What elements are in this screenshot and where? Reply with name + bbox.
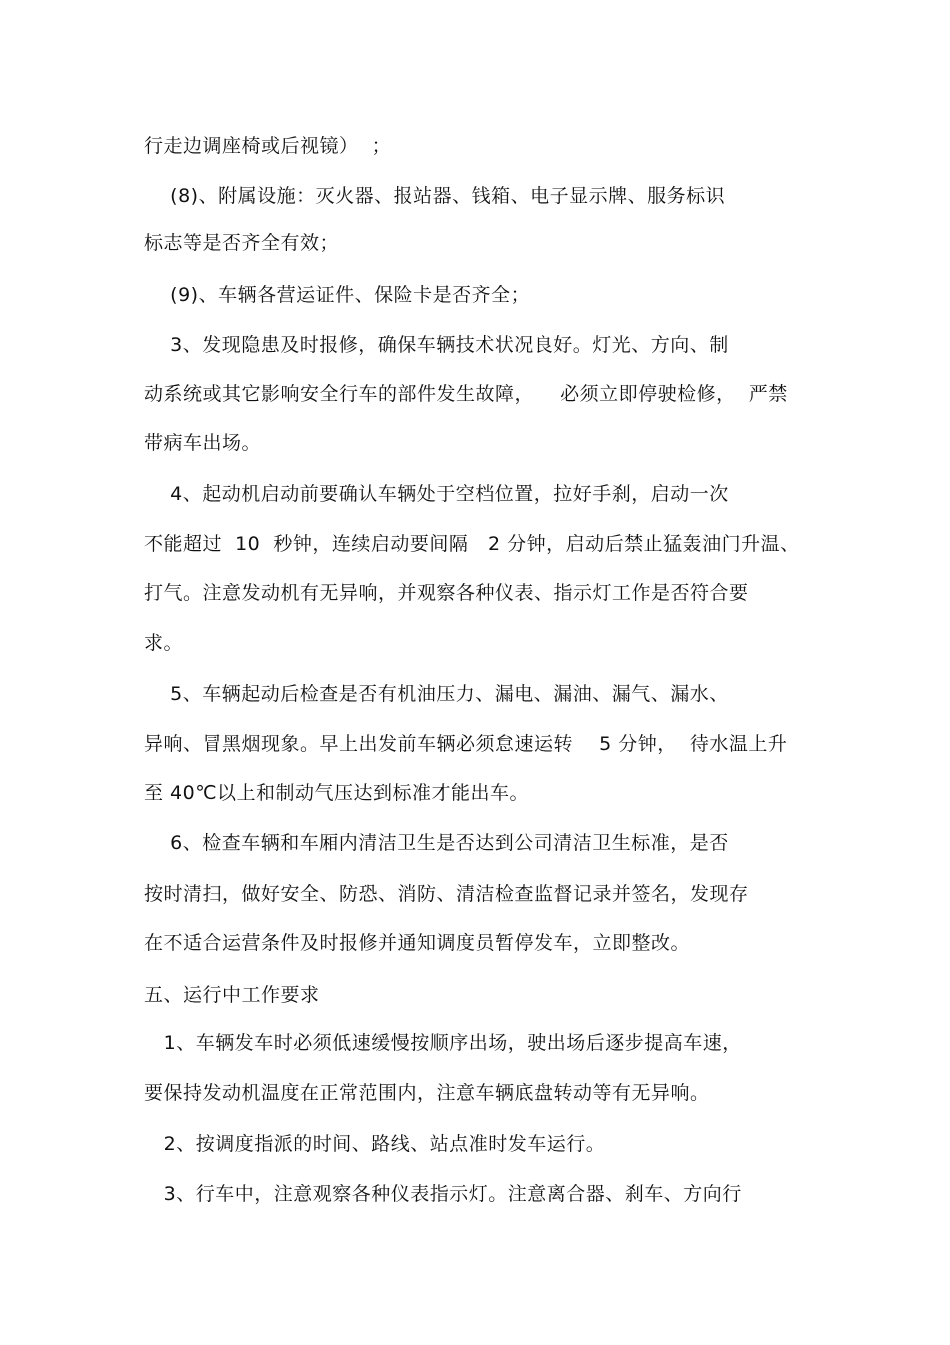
text-line: (8)、附属设施：灭火器、报站器、钱箱、电子显示牌、服务标识 <box>144 185 726 207</box>
text-line: 2、按调度指派的时间、路线、站点准时发车运行。 <box>144 1133 606 1155</box>
text-line: 要保持发动机温度在正常范围内，注意车辆底盘转动等有无异响。 <box>144 1082 710 1104</box>
text-line: 至 40℃以上和制动气压达到标准才能出车。 <box>144 782 530 804</box>
text-line: 标志等是否齐全有效； <box>144 232 340 254</box>
text-line: 动系统或其它影响安全行车的部件发生故障， 必须立即停驶检修， 严禁 <box>144 383 788 405</box>
text-line: 6、检查车辆和车厢内清洁卫生是否达到公司清洁卫生标准，是否 <box>144 832 729 854</box>
text-line: 打气。注意发动机有无异响，并观察各种仪表、指示灯工作是否符合要 <box>144 582 749 604</box>
text-line: 3、发现隐患及时报修，确保车辆技术状况良好。灯光、方向、制 <box>144 334 729 356</box>
text-line: 不能超过 10 秒钟，连续启动要间隔 2 分钟，启动后禁止猛轰油门升温、 <box>144 533 800 555</box>
text-line: 5、车辆起动后检查是否有机油压力、漏电、漏油、漏气、漏水、 <box>144 683 729 705</box>
text-line: 1、车辆发车时必须低速缓慢按顺序出场，驶出场后逐步提高车速， <box>144 1032 742 1054</box>
text-line: 在不适合运营条件及时报修并通知调度员暂停发车，立即整改。 <box>144 932 691 954</box>
section-heading: 五、运行中工作要求 <box>144 984 320 1006</box>
text-line: 3、行车中，注意观察各种仪表指示灯。注意离合器、刹车、方向行 <box>144 1183 742 1205</box>
text-line: 求。 <box>144 632 184 654</box>
text-line: 4、起动机启动前要确认车辆处于空档位置，拉好手刹，启动一次 <box>144 483 729 505</box>
text-line: 行走边调座椅或后视镜） ； <box>144 135 392 157</box>
text-line: (9)、车辆各营运证件、保险卡是否齐全； <box>144 284 531 306</box>
text-line: 带病车出场。 <box>144 432 262 454</box>
text-line: 按时清扫，做好安全、防恐、消防、清洁检查监督记录并签名，发现存 <box>144 883 749 905</box>
text-line: 异响、冒黑烟现象。早上出发前车辆必须怠速运转 5 分钟， 待水温上升 <box>144 733 788 755</box>
